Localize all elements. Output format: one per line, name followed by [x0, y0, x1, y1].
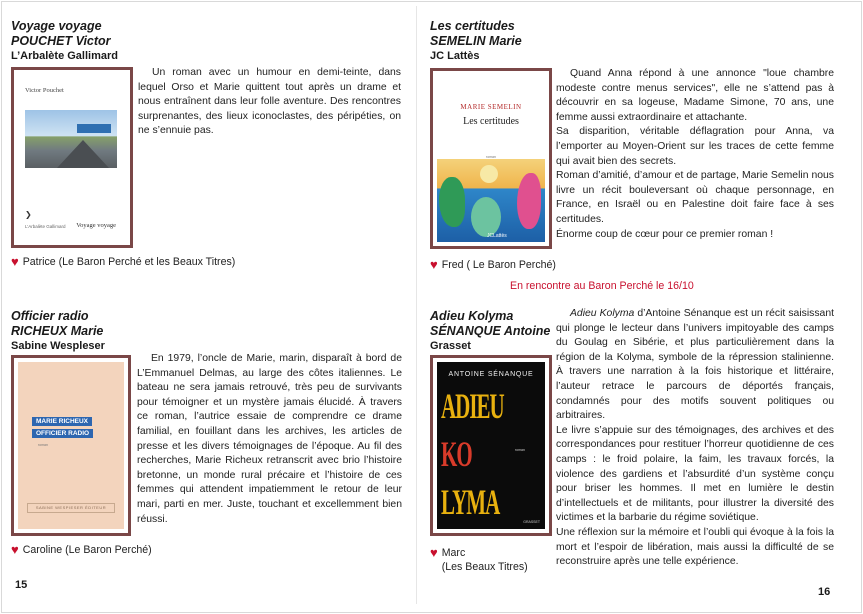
book-publisher: Grasset — [430, 340, 471, 352]
description-book-title: Adieu Kolyma — [570, 308, 635, 319]
reviewer-name: Caroline (Le Baron Perché) — [22, 544, 152, 556]
book-description — [556, 307, 834, 570]
book-title: Les certitudes — [430, 19, 515, 33]
description-paragraph: En 1979, l’oncle de Marie, marin, disparaît à bord de L’Emmanuel Delmas, au large des côtes italiennes. Le bateau ne sera jamais retrouvé, très peu de survivants pour témoigner et un mystère jamais élucidé. À travers ce roman, l’autrice essaie de comprendre ce drame familial, en fouillant dans les archives, les articles de presse et les divers témoignages de l’époque. Au fil des recherches, Marie Richeux retranscrit avec brio l’histoire bretonne, un monde rural précaire et l’histoire de ces femmes qui attendent impatiemment le retour de leur mari, parti en mer. Juste, touchant et excellemment bien réussi. — [137, 353, 402, 525]
book-publisher: JC Lattès — [430, 50, 480, 62]
page-number-right: 16 — [818, 586, 831, 598]
reviewer-block — [442, 546, 528, 574]
description-paragraph — [556, 307, 834, 424]
cover-author: MARIE SEMELIN — [460, 103, 522, 111]
reviewer — [430, 258, 630, 272]
cover-publisher: L’Arbalète Gallimard — [25, 224, 66, 229]
heart-icon: ♥ — [11, 542, 19, 557]
cover-publisher: SABINE WESPIESER ÉDITEUR — [27, 503, 115, 513]
book-heading — [430, 309, 570, 354]
book-cover — [437, 75, 545, 242]
book-entry-adieu-kolyma — [417, 300, 863, 600]
reviewer — [11, 255, 401, 269]
book-heading — [430, 19, 570, 64]
reviewer-name: Fred ( Le Baron Perché) — [441, 259, 556, 271]
sun-shape — [480, 165, 498, 183]
page-number-left: 15 — [15, 579, 28, 591]
description-paragraph: Quand Anna répond à une annonce "loue chambre modeste contre menus services", elle ne s’attend pas à découvrir en sa logeuse, Madame Simone, 70 ans, une femme aussi extraordinaire et attachante. — [556, 68, 834, 123]
book-cover-frame — [430, 68, 552, 249]
book-cover — [18, 362, 124, 529]
book-author: SÉNANQUE Antoine — [430, 324, 551, 338]
book-publisher: L’Arbalète Gallimard — [11, 50, 118, 62]
book-publisher: Sabine Wespleser — [11, 340, 105, 352]
cover-genre: roman — [515, 448, 525, 452]
road-sign-shape — [77, 124, 111, 133]
description-paragraph: Roman d’amitié, d’amour et de partage, Marie Semelin nous livre un récit bouleversant où chaque personnage, en France, en Israël ou en Palestine doit faire face à ses certitudes. — [556, 170, 834, 225]
heart-icon: ♥ — [430, 545, 438, 560]
book-cover-frame — [430, 355, 552, 536]
book-description — [138, 66, 401, 139]
book-entry-les-certitudes — [417, 0, 863, 300]
event-notice: En rencontre au Baron Perché le 16/10 — [510, 280, 694, 292]
plant-shape — [471, 197, 501, 237]
reviewer — [430, 546, 555, 574]
road-shape — [57, 140, 109, 168]
book-description — [137, 352, 402, 527]
book-cover-frame — [11, 355, 131, 536]
publisher-logo-icon: ❯ — [25, 210, 32, 219]
book-author: SEMELIN Marie — [430, 34, 522, 48]
cover-genre: roman — [486, 155, 496, 159]
book-author: POUCHET Victor — [11, 34, 111, 48]
cover-title: Les certitudes — [463, 116, 519, 127]
cover-title: OFFICIER RADIO — [32, 429, 93, 438]
description-paragraph: Une réflexion sur la mémoire et l’oubli qui évoque à la fois la mort et l’espoir de libération, mais aussi la difficulté de se reconstruire après une telle expérience. — [556, 526, 834, 568]
cover-author: ANTOINE SÉNANQUE — [448, 371, 534, 378]
book-cover — [18, 74, 126, 241]
cover-author: Victor Pouchet — [25, 87, 64, 94]
description-paragraph: Énorme coup de cœur pour ce premier roman ! — [556, 228, 774, 240]
description-paragraph: Sa disparition, véritable déflagration pour Anna, va l’emporter au Moyen-Orient sur les traces de cette femme qui avait bien des secrets. — [556, 126, 834, 167]
plant-shape — [439, 177, 465, 227]
book-heading — [11, 19, 151, 64]
description-paragraph: Le livre s’appuie sur des témoignages, des archives et des correspondances pour restituer l’horreur quotidienne de ces camps : le froid polaire, la faim, les travaux forcés, la violence des gardiens et l’absurdité d’un système conçu pour briser les hommes. Il met en lumière le destin d’intellectuels et de militants, pour illustrer la diversité des victimes et la barbarie du régime soviétique. — [556, 424, 834, 524]
plant-shape — [517, 173, 541, 229]
cover-title-line: ADIEU — [441, 385, 504, 427]
cover-illustration — [437, 159, 545, 242]
book-title: Voyage voyage — [11, 19, 102, 33]
description-lead-text: d’Antoine Sénanque est un récit saisissant qui plonge le lecteur dans l’univers impitoyable des camps du Goulag en Sibérie, et plus particulièrement dans la région de la Kolyma, symbole de la répression stalinienne. À travers une narration à la fois historique et littéraire, l’auteur retrace le parcours de déportés français, condamnés pour des motifs souvent politiques ou arbitraires. — [556, 308, 834, 422]
book-entry-voyage-voyage — [0, 0, 416, 290]
book-heading — [11, 309, 151, 354]
cover-genre: roman — [38, 443, 48, 447]
description-paragraph: Un roman avec un humour en demi-teinte, dans lequel Orso et Marie quittent tout après un drame et nous entraînent dans leur folle aventure. Des rencontres surprenantes, des lieux iconoclastes, des péripéties, on ne s’ennuie pas. — [138, 67, 401, 137]
heart-icon: ♥ — [430, 257, 438, 272]
reviewer-name: Marc — [441, 547, 466, 559]
cover-title: Voyage voyage — [76, 222, 116, 229]
cover-title-line: LYMA — [441, 481, 500, 523]
reviewer-affiliation: (Les Beaux Titres) — [441, 561, 528, 573]
cover-title-line: KO — [441, 433, 472, 475]
reviewer — [11, 543, 311, 557]
cover-author: MARIE RICHEUX — [32, 417, 92, 426]
book-cover — [437, 362, 545, 529]
reviewer-name: Patrice (Le Baron Perché et les Beaux Titres) — [22, 256, 236, 268]
book-description — [556, 67, 834, 242]
cover-publisher: JCLattès — [487, 233, 507, 239]
book-title: Officier radio — [11, 309, 89, 323]
cover-publisher: GRASSET — [523, 520, 540, 524]
book-title: Adieu Kolyma — [430, 309, 514, 323]
cover-photo — [25, 110, 117, 168]
heart-icon: ♥ — [11, 254, 19, 269]
book-entry-officier-radio — [0, 300, 416, 600]
book-author: RICHEUX Marie — [11, 324, 104, 338]
book-cover-frame — [11, 67, 133, 248]
